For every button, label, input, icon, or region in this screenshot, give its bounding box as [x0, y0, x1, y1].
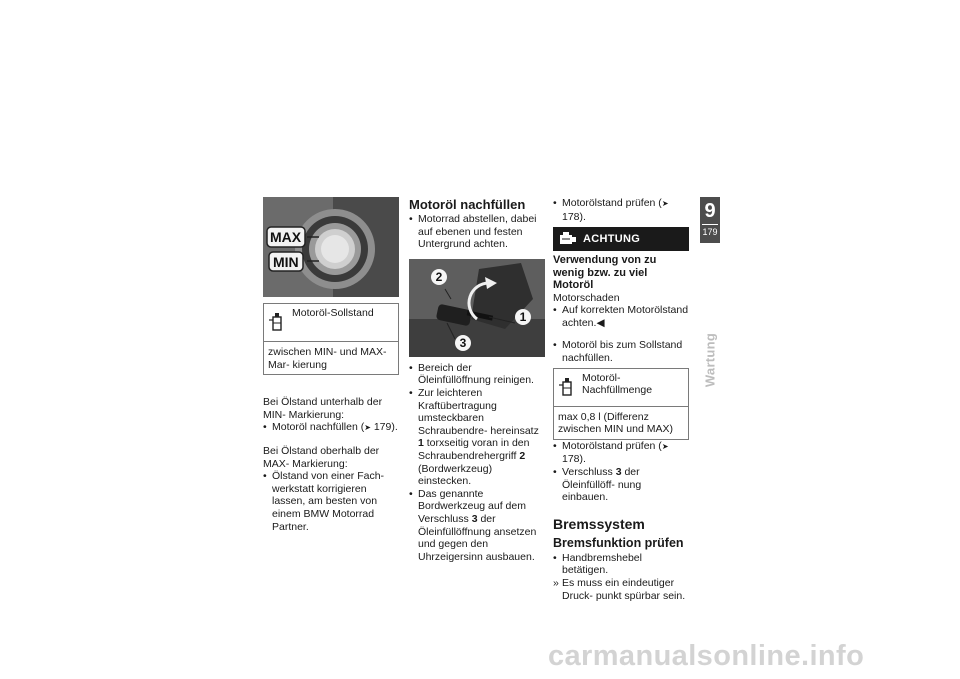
- result-item: » Es muss ein eindeutiger Druck- punkt spürbar sein.: [553, 577, 689, 602]
- oil-can-icon: [268, 311, 286, 333]
- warning-list: [553, 304, 689, 329]
- oil-refill-quantity-box: [553, 368, 689, 440]
- min-label: MIN: [273, 254, 299, 270]
- list-item: • Motorrad abstellen, dabei auf ebenen und festen Untergrund achten.: [409, 213, 545, 251]
- list-item: • Zur leichteren Kraftübertragung umsteckbaren Schraubendre- hereinsatz 1 torxseitig voran in den Schraubendrehergriff 2 (Bordwerkzeug) einstecken.: [409, 387, 545, 488]
- info-box-header: [264, 304, 398, 342]
- warning-consequence: Motorschaden: [553, 291, 620, 304]
- callout-3: 3: [459, 335, 467, 350]
- list-item: • Auf korrekten Motorölstand achten.◀: [553, 304, 689, 329]
- column-1: [263, 197, 399, 533]
- arrow-ref-icon: ➤: [661, 441, 669, 451]
- list-item: • Motoröl bis zum Sollstand nachfüllen.: [553, 339, 689, 364]
- callout-2: 2: [435, 269, 443, 284]
- oil-can-icon: [558, 376, 576, 398]
- warning-bar: [553, 227, 689, 251]
- side-label: [700, 330, 720, 390]
- warning-heading: Verwendung von zu wenig bzw. zu viel Motoröl: [553, 254, 657, 292]
- oil-sight-glass-illustration: [263, 197, 399, 297]
- page-ref-link[interactable]: 178).: [562, 453, 586, 466]
- list-item: • Motoröl nachfüllen (➤ 179).: [263, 421, 399, 435]
- list-item: • Das genannte Bordwerkzeug auf dem Verschluss 3 der Öleinfüllöffnung ansetzen und gegen den Uhrzeigersinn ausbauen.: [409, 488, 545, 564]
- arrow-ref-icon: ➤: [364, 423, 371, 433]
- list-finish: [553, 440, 689, 504]
- subsection-heading: Bremsfunktion prüfen: [553, 535, 684, 550]
- column-2: [409, 197, 545, 563]
- list-item: • Verschluss 3 der Öleinfüllöff- nung einbauen.: [553, 466, 689, 504]
- end-mark-icon: ◀: [596, 316, 605, 329]
- page-ref-link[interactable]: 179).: [373, 421, 398, 434]
- oil-sight-glass-photo: [263, 197, 399, 297]
- list-refill-steps: [409, 362, 545, 564]
- info-box-title: Motoröl-Nachfüllmenge: [582, 371, 653, 397]
- list-prepare: [409, 213, 545, 251]
- list-item: • Handbremshebel betätigen.: [553, 552, 689, 577]
- section-heading: Motoröl nachfüllen: [409, 197, 526, 212]
- info-box-value: max 0,8 l (Differenz zwischen MIN und MAX): [558, 410, 673, 436]
- paragraph-above-max: Bei Ölstand oberhalb der MAX- Markierung:: [263, 444, 380, 470]
- callout-1: 1: [519, 309, 527, 324]
- oil-filler-photo: [409, 259, 545, 357]
- list-below-min: [263, 421, 399, 435]
- max-label: MAX: [270, 229, 302, 245]
- list-item: • Ölstand von einer Fach- werkstatt korrigieren lassen, am besten von einem BMW Motorrad Partner.: [263, 470, 399, 533]
- list-brake-check: [553, 552, 689, 602]
- info-box-header: [554, 369, 688, 407]
- arrow-ref-icon: ➤: [661, 199, 669, 208]
- warning-motor-icon: [559, 232, 577, 246]
- chapter-number: 9: [704, 200, 716, 222]
- list-item: • Motorölstand prüfen (➤ 178).: [553, 197, 689, 223]
- chapter-name: Wartung: [702, 332, 718, 388]
- oil-target-level-box: [263, 303, 399, 375]
- list-item: • Motorölstand prüfen (➤ 178).: [553, 440, 689, 466]
- watermark: carmanualsonline.info: [548, 640, 865, 672]
- list-check-level: [553, 197, 689, 223]
- info-box-value: zwischen MIN- und MAX-Mar- kierung: [268, 346, 387, 371]
- list-refill: [553, 339, 689, 364]
- chapter-tab: [700, 197, 720, 243]
- warning-label: ACHTUNG: [583, 232, 641, 245]
- page-ref-link[interactable]: 178).: [562, 210, 586, 223]
- paragraph-below-min: Bei Ölstand unterhalb der MIN- Markierung:: [263, 396, 383, 421]
- page-number: 179: [702, 224, 718, 237]
- list-above-max: [263, 470, 399, 533]
- oil-filler-illustration: [409, 259, 545, 357]
- list-item: • Bereich der Öleinfüllöffnung reinigen.: [409, 362, 545, 387]
- info-box-title: Motoröl-Sollstand: [292, 307, 374, 319]
- section-heading-brakes: Bremssystem: [553, 515, 645, 532]
- column-3: [553, 197, 689, 602]
